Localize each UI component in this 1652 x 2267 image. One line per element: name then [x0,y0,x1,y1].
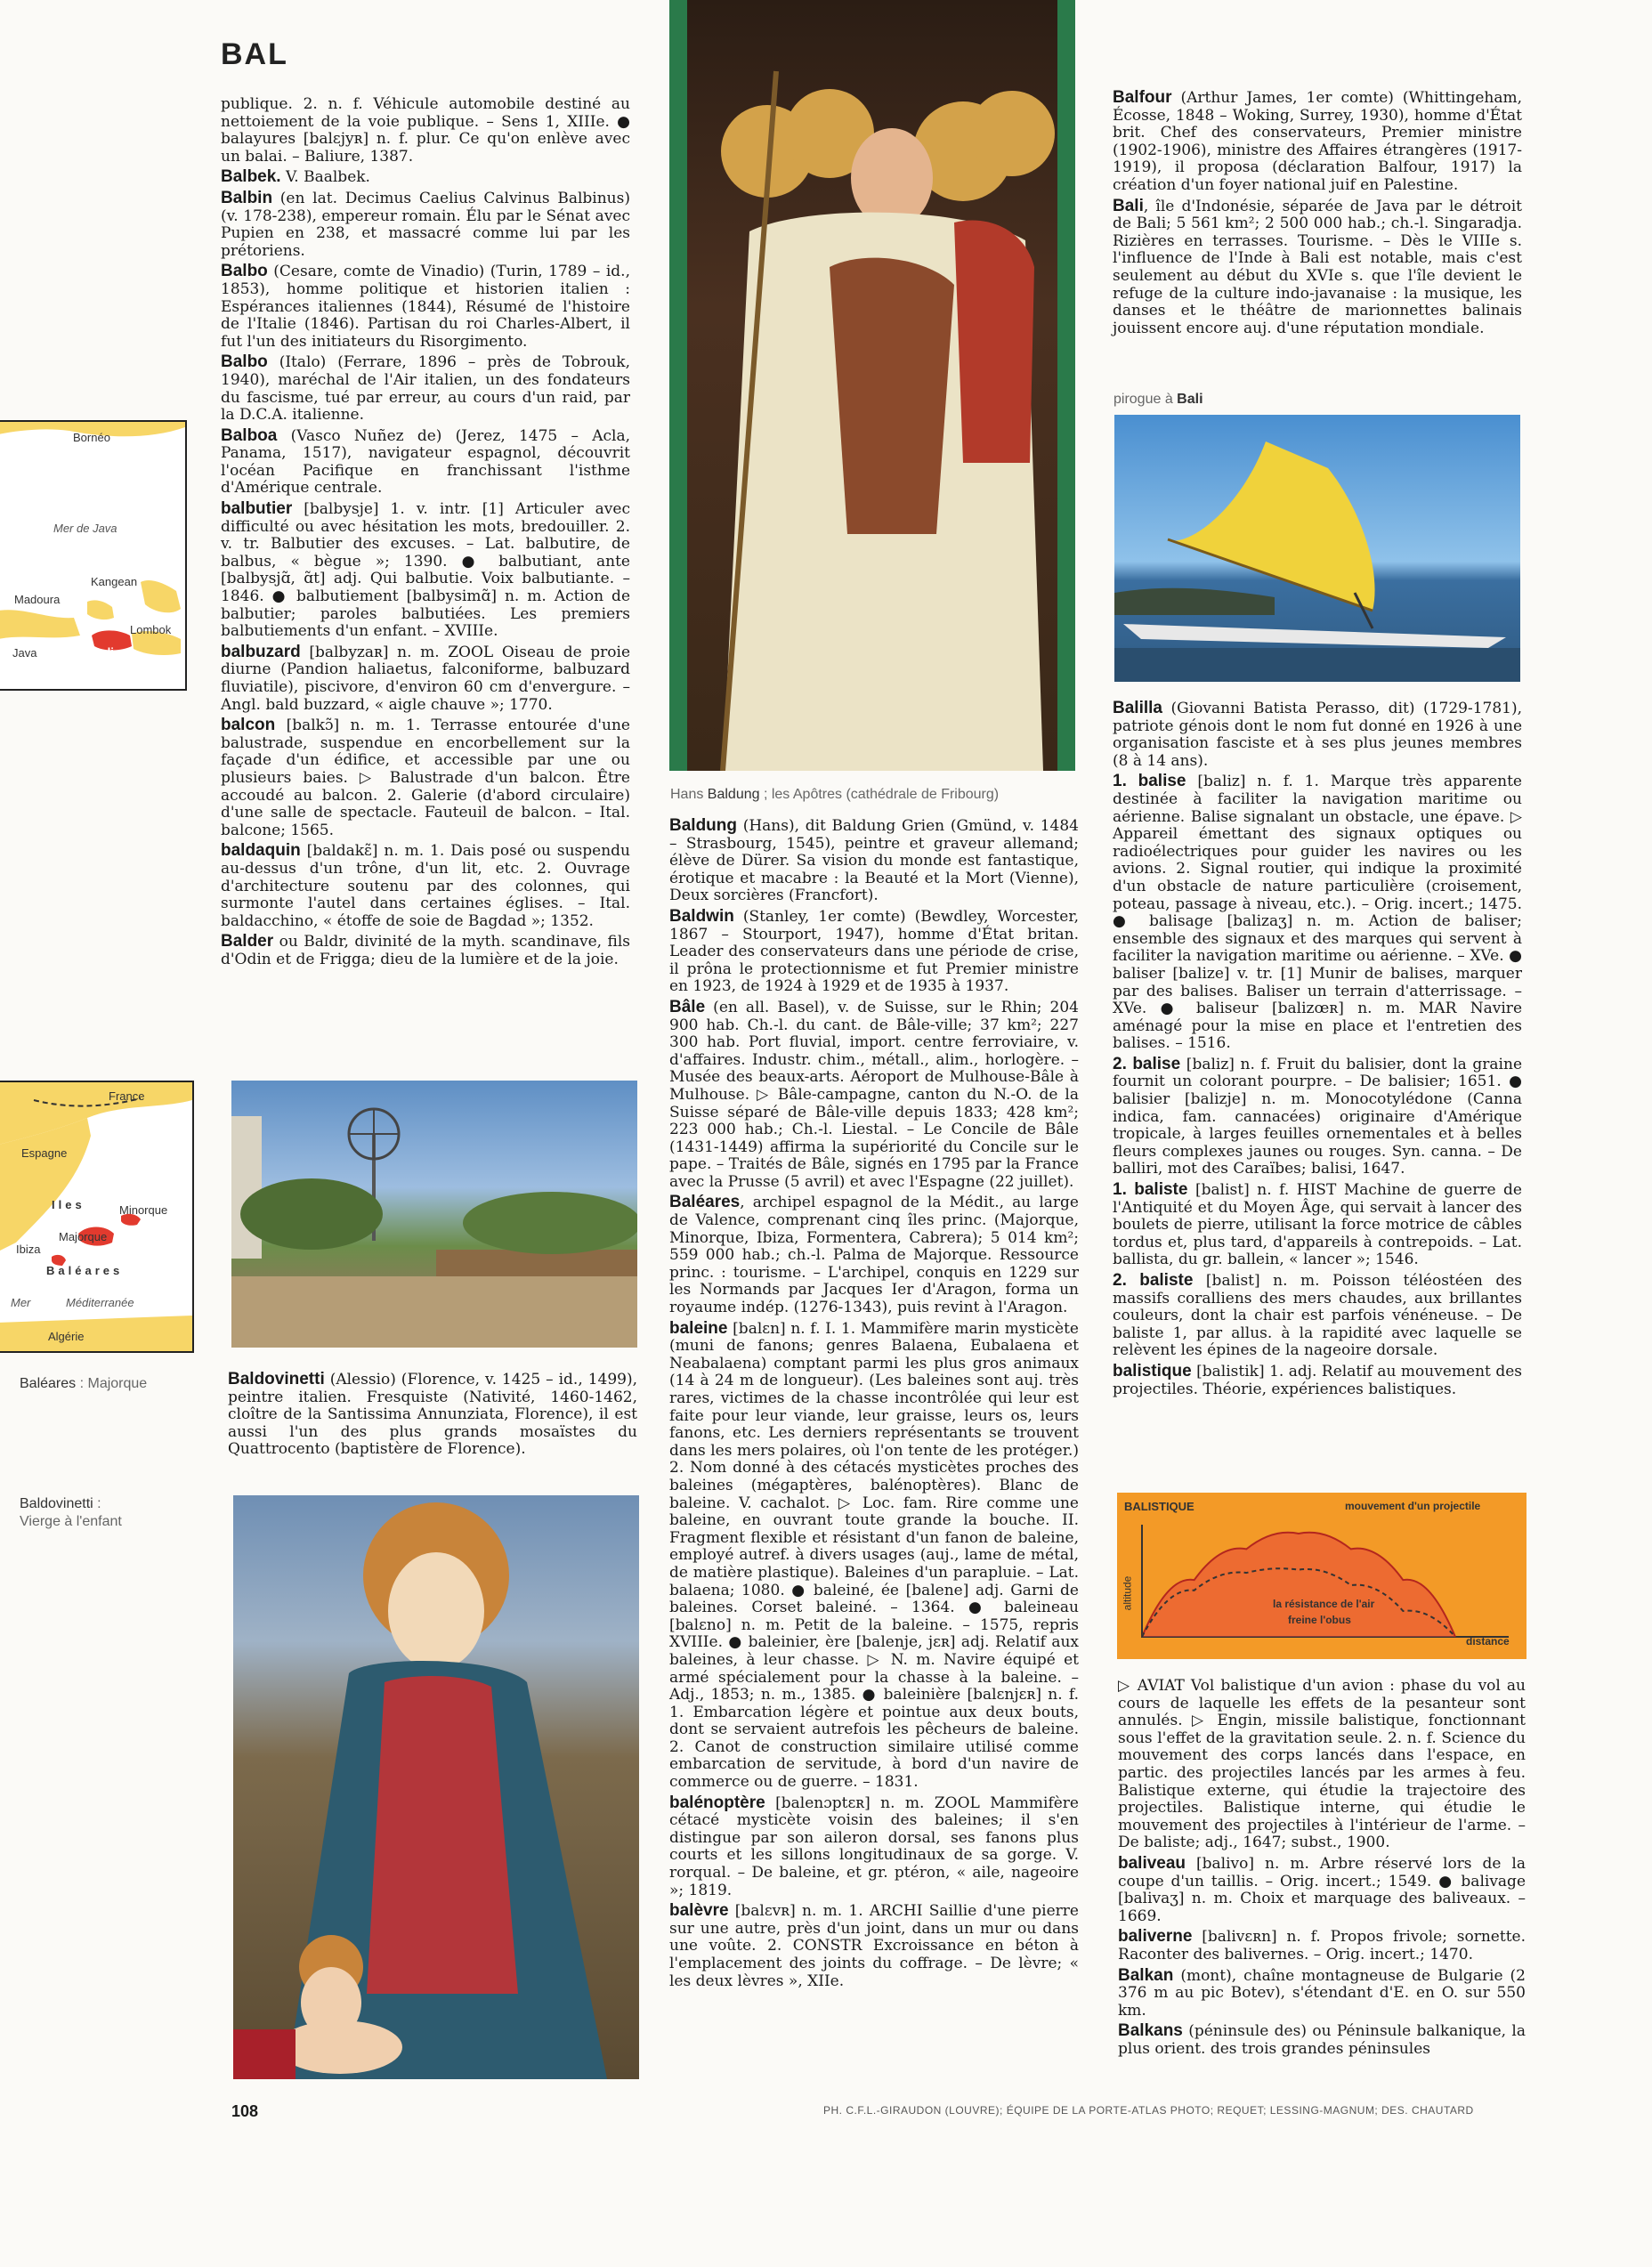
entry-headword: 1. balise [1113,772,1186,791]
map-baleares-svg [0,1082,192,1351]
column-3 [1113,89,1522,340]
caption-bali [1113,392,1203,408]
dictionary-entry [669,908,1079,996]
caption-baldovinetti-name: Baldovinetti [20,1496,93,1511]
dictionary-entry [669,1194,1079,1316]
map-label-algerie: Algérie [48,1330,85,1343]
map-label-borneo: Bornéo [73,431,110,444]
caption-baleares [20,1376,147,1392]
caption-apotres-prefix: Hans [670,787,708,802]
map-bali [0,420,187,691]
entry-headword: Balkans [1118,2021,1183,2041]
entry-headword: baliveau [1118,1853,1186,1873]
chart-subtitle: mouvement d'un projectile [1345,1500,1481,1512]
dictionary-entry [1118,2022,1526,2058]
dictionary-entry [1113,1272,1522,1360]
entry-text: publique. 2. n. f. Véhicule automobile destiné au nettoiement de la voie publique. – Sens 1, XIIIe. ● balayures [balɛjyʀ] n. f. plur. Ce qu'on enlève avec un balai. – Baliure, 1387. [221,95,630,166]
entry-headword: Balbo [221,262,268,281]
map-baleares [0,1081,194,1353]
caption-baldovinetti [20,1495,122,1531]
entry-text: (Hans), dit Baldung Grien (Gmünd, v. 1484 – Strasbourg, 1545), peintre et graveur allemand; élève de Dürer. Sa vision du monde est fantastique, érotique et macabre : la Beauté et la Mort (Vienne), Deux sorcières (Francfort). [669,817,1079,905]
dictionary-entry [221,933,630,968]
dictionary-entry [1113,700,1522,770]
entry-text: (péninsule des) ou Péninsule balkanique, la plus orient. des trois grandes péninsules [1118,2022,1526,2058]
entry-text: (Alessio) (Florence, v. 1425 – id., 1499), peintre italien. Fresquiste (Nativité, 1460-1462, cloître de la Santissima Annunziata, Florence), il est aussi l'un des plus grands mosaïstes du Quattrocento (baptistère de Florence). [228,1371,637,1459]
dictionary-entry [1113,198,1522,338]
caption-apotres-name: Baldung [707,787,760,802]
entry-headword: baldaquin [221,841,301,861]
entry-headword: Bâle [669,997,706,1016]
entry-headword: 2. baliste [1113,1271,1194,1290]
map-label-baleares: Baléares [46,1264,124,1277]
map-label-mediterranee: Méditerranée [66,1296,134,1309]
entry-headword: Balkan [1118,1965,1174,1985]
dictionary-entry [221,717,630,839]
map-label-minorque: Minorque [119,1203,168,1217]
dictionary-entry [1113,1363,1522,1398]
dictionary-entry [1113,1056,1522,1178]
photo-pirogue-bali [1114,415,1520,682]
entry-text: ▷ AVIAT Vol balistique d'un avion : phase du vol au cours de laquelle les effets de la pesanteur sont annulés. ▷ Engin, missile balistique, fonctionnant sous l'effet de la gravitation seule. 2. n. f. Science du mouvement des corps lancés dans l'espace, en partic. des projectiles lancés par les armes à feu. Balistique externe, qui étudie la trajectoire des projectiles. Balistique interne, qui étudie le mouvement des projectiles à l'intérieur de l'arme. – De baliste; adj., 1647; subst., 1900. [1118,1677,1526,1852]
dictionary-entry [1118,1967,1526,2020]
pirogue-illustration [1114,415,1520,682]
entry-headword: baliverne [1118,1927,1193,1947]
map-label-bali: Bali [93,645,114,659]
entry-headword: balèvre [669,1901,729,1921]
map-label-iles: Iles [52,1198,85,1211]
entry-headword: Balbin [221,188,273,207]
entry-text: , île d'Indonésie, séparée de Java par le détroit de Bali; 5 561 km²; 2 500 000 hab.; ch.-l. Singaradja. Rizières en terrasses. Tourisme. – Dès le VIIIe s. l'influence de l'Inde à Bali est notable, mais c'est seulement au début du XVIe s. que l'île devient le refuge de la culture indo-javanaise : la musique, les danses et le théâtre de marionnettes balinais jouissent encore auj. d'une réputation mondiale. [1113,197,1522,337]
caption-baldovinetti-line2: Vierge à l'enfant [20,1514,122,1529]
entry-headword: Baléares [669,1193,741,1212]
entry-headword: balénoptère [669,1793,765,1812]
entry-text: (Cesare, comte de Vinadio) (Turin, 1789 – id., 1853), homme politique et historien italien : Espérances italiennes (1844), Résumé de l'histoire de l'Italie (1846). Partisan du roi Charles-Albert, il fut l'un des initiateurs du Risorgimento. [221,263,630,351]
entry-text: [balivo] n. m. Arbre réservé lors de la coupe d'un taillis. – Orig. incert.; 1549. ● balivage [balivaʒ] n. m. Choix et marquage des baliveaux. – 1669. [1118,1854,1526,1925]
dictionary-entry [221,190,630,260]
map-label-java: Java [12,646,37,660]
entry-headword: Baldwin [669,906,734,926]
entry-headword: Bali [1113,196,1144,215]
dictionary-entry [1113,89,1522,195]
entry-headword: balcon [221,716,276,735]
dictionary-entry [221,353,630,424]
map-label-mer-de-java: Mer de Java [53,522,117,535]
ballistics-chart-svg [1117,1493,1526,1659]
column-2 [669,817,1079,1993]
entry-headword: Baldovinetti [228,1370,325,1389]
map-label-espagne: Espagne [21,1146,68,1160]
chart-xlabel: distance [1466,1635,1510,1648]
entry-text: (en all. Basel), v. de Suisse, sur le Rhin; 204 900 hab. Ch.-l. du cant. de Bâle-ville; 37 km²; 227 300 hab. Port fluvial, import. centre ferroviaire, v. d'affaires. Industr. chim., métall., alim., horlogère. – Musée des beaux-arts. Aéroport de Mulhouse-Bâle à Mulhouse. ▷ Bâle-campagne, canton du N.-O. de la Suisse séparé de Bâle-ville depuis 1833; 428 km²; 223 000 hab.; Ch.-l. Liestal. – Le Concile de Bâle (1431-1449) affirma la supériorité du Concile sur le pape. – Traités de Bâle, signés en 1795 par la France avec la Prusse (5 avril) et avec l'Espagne (22 juillet). [669,998,1079,1191]
dictionary-entry [221,96,630,166]
entry-text: [balist] n. m. Poisson téléostéen des massifs coralliens des mers chaudes, aux brillantes couleurs, dont la chair est parfois vénéneuse. – De baliste 1, par allus. à la rapidité avec laquelle se relèvent les épines de la nageoire dorsale. [1113,1272,1522,1360]
dictionary-entry [221,842,630,930]
windmill-illustration [231,1081,637,1348]
entry-text: (Arthur James, 1er comte) (Whittingeham, Écosse, 1848 – Woking, Surrey, 1930), homme d'État brit. Chef des conservateurs, Premier ministre (1902-1906), ministre des Affaires étrangères (1917-1919), il proposa (déclaration Balfour, 1917) la création d'un foyer national juif en Palestine. [1113,89,1522,194]
chart-title: BALISTIQUE [1124,1500,1194,1513]
painting-apotres [669,0,1075,771]
dictionary-entry [1118,1678,1526,1852]
entry-text: ou Baldr, divinité de la myth. scandinave, fils d'Odin et de Frigga; dieu de la lumière et de la joie. [221,933,630,968]
caption-apotres [670,787,999,803]
dictionary-entry [669,999,1079,1192]
caption-baldovinetti-rest: : [93,1496,101,1511]
entry-headword: balbutier [221,499,293,519]
entry-text: [balistik] 1. adj. Relatif au mouvement des projectiles. Théorie, expériences balistiques. [1113,1362,1522,1398]
photo-credits: PH. C.F.L.-GIRAUDON (LOUVRE); ÉQUIPE DE LA PORTE-ATLAS PHOTO; REQUET; LESSING-MAGNUM; DES. CHAUTARD [823,2104,1474,2117]
dictionary-entry [1118,1928,1526,1963]
entry-text: [balɛn] n. f. I. 1. Mammifère marin mysticète (muni de fanons; genres Balaena, Eubalaena et Neabalaena) comptant parmi les plus gros animaux (14 à 24 m de longueur). (Les baleines sont auj. très rares, victimes de la chasse incontrôlée qui leur est faite pour leur viande, leur graisse, leurs os, leurs fanons, etc. Les derniers représentants se trouvent dans les mers polaires, où l'on tente de les protéger.) 2. Nom donné à des cétacés mysticètes proches des baleines (mégaptères, balénoptères). Blanc de baleine. V. cachalot. ▷ Loc. fam. Rire comme une baleine, en ouvrant toute grande la bouche. II. Fragment flexible et résistant d'un fanon de baleine, employé autref. à divers usages (auj., lame de métal, de matière plastique). Baleines d'un parapluie. – Lat. balaena; 1080. ● baleiné, ée [balene] adj. Garni de baleines. Corset baleiné. – 1364. ● baleineau [balɛno] n. m. Petit de la baleine. – 1575, repris XVIIIe. ● baleinier, ère [balenje, jɛʀ] adj. Relatif aux baleines, à leur chasse. ▷ N. m. Navire équipé et armé spécialement pour la chasse à la baleine. – Adj., 1853; n. m., 1385. ● baleinière [balɛnjɛʀ] n. f. 1. Embarcation légère et pointue aux deux bouts, dont se servaient autrefois les pêcheurs de baleine. 2. Canot de construction similaire utilisé comme embarcation de servitude, à bord d'un navire de commerce ou de guerre. – 1831. [669,1319,1079,1792]
entry-text: [balbyzaʀ] n. m. ZOOL Oiseau de proie diurne (Pandion haliaetus, falconiforme, balbuzard fluviatile), piscivore, d'environ 60 cm d'envergure. – Angl. bald buzzard, « aigle chauve »; 1770. [221,643,630,714]
map-label-majorque: Majorque [59,1230,108,1243]
column-1 [221,96,630,972]
entry-text: , archipel espagnol de la Médit., au large de Valence, comprenant cinq îles princ. (Majorque, Minorque, Ibiza, Formentera, Cabrera); 5 014 km²; 559 000 hab.; ch.-l. Palma de Majorque. Ressource princ. : tourisme. – L'archipel, conquis en 1229 sur les Normands par Jacques Ier d'Aragon, forma un royaume indép. (1276-1343), puis revint à l'Aragon. [669,1194,1079,1317]
entry-headword: balistique [1113,1361,1192,1380]
dictionary-entry [1113,773,1522,1053]
entry-headword: Balfour [1113,88,1172,107]
dictionary-entry [221,644,630,714]
entry-text: (Giovanni Batista Perasso, dit) (1729-1781), patriote génois dont le nom fut donné en 1926 à une organisation fasciste et à ses plus jeunes membres (8 à 14 ans). [1113,700,1522,770]
map-label-mer: Mer [11,1296,31,1309]
entry-text: [baliz] n. f. Fruit du balisier, dont la graine fournit un colorant pourpre. – De balisier; 1651. ● balisier [balizje] n. m. Monocotylédone (Canna indica, fam. cannacées) originaire d'Amérique tropicale, à larges feuilles ornementales et à belles fleurs complexes jaunes ou rouges. Syn. canna. – De balliri, mot des Caraïbes; balisi, 1647. [1113,1055,1522,1178]
entry-headword: Balbo [221,352,268,372]
painting-vierge-enfant [233,1495,639,2079]
dictionary-entry [669,1794,1079,1900]
photo-majorque [231,1081,637,1348]
entry-headword: baleine [669,1318,728,1338]
entry-text: (Vasco Nuñez de) (Jerez, 1475 – Acla, Panama, 1517), navigateur espagnol, découvrit l'océan Pacifique en franchissant l'isthme d'Amérique centrale. [221,426,630,498]
caption-baleares-name: Baléares [20,1376,77,1391]
dictionary-entry [669,817,1079,905]
map-label-madoura: Madoura [14,593,61,606]
entry-text: (en lat. Decimus Caelius Calvinus Balbinus) (v. 178-238), empereur romain. Élu par le Sénat avec Pupien en 238, et massacré comme lui par les prétoriens. [221,189,630,260]
dictionary-entry [221,500,630,641]
apostles-illustration [669,0,1075,771]
entry-headword: Balbek. [221,167,281,187]
dictionary-entry [1118,1855,1526,1925]
entry-text: [balenɔptɛʀ] n. m. ZOOL Mammifère cétacé mysticète voisin des baleines; il s'en distingue par son aileron dorsal, ses fanons plus courts et les sillons longitudinaux de sa gorge. V. rorqual. – De baleine, et gr. ptéron, « aile, nageoire »; 1819. [669,1793,1079,1899]
entry-text: [balbysje] 1. v. intr. [1] Articuler avec difficulté ou avec hésitation les mots, bredouiller. 2. v. tr. Balbutier des excuses. – Lat. balbutire, de balbus, « bègue »; 1390. ● balbutiant, ante [balbysjɑ̃, ɑ̃t] adj. Qui balbutie. Voix balbutiante. – 1846. ● balbutiement [balbysimɑ̃] n. m. Action de balbutier; paroles balbutiées. Les premiers balbutiements d'un enfant. – XVIIIe. [221,500,630,641]
entry-headword: 2. balise [1113,1054,1181,1073]
column-3-after-chart [1118,1678,1526,2061]
entry-headword: Balboa [221,425,278,445]
chart-ylabel: altitude [1121,1575,1134,1611]
column-1-bottom [228,1371,637,1461]
map-label-kangean: Kangean [91,575,138,588]
dictionary-entry [669,1902,1079,1990]
entry-headword: Baldung [669,816,737,835]
dictionary-entry [228,1371,637,1459]
entry-text: [balɛvʀ] n. m. 1. ARCHI Saillie d'une pierre sur une autre, près d'un joint, dans un mur ou dans une voûte. 2. CONSTR Excroissance en béton à l'emplacement des joints du coffrage. – De lèvre; « les deux lèvres », XIIe. [669,1902,1079,1990]
map-label-france: France [109,1089,145,1103]
dictionary-entry [221,168,630,187]
dictionary-entry [221,263,630,351]
map-label-ibiza: Ibiza [16,1243,41,1256]
entry-text: [baldakɛ̃] n. m. 1. Dais posé ou suspendu au-dessus d'un trône, d'un lit, etc. 2. Ouvrage d'architecture soutenu par des colonnes, qui surmonte l'autel dans certaines églises. – Ital. baldacchino, « étoffe de soie de Bagdad »; 1352. [221,842,630,930]
dictionary-entry [221,427,630,498]
page-title: BAL [221,37,288,71]
entry-headword: 1. baliste [1113,1180,1188,1200]
entry-headword: Balder [221,932,274,951]
map-label-lombok: Lombok [130,623,172,636]
madonna-illustration [233,1495,639,2079]
chart-annotation-1: la résistance de l'air [1273,1598,1375,1610]
caption-baleares-rest: : Majorque [76,1376,148,1391]
ballistics-chart [1117,1493,1526,1659]
caption-apotres-rest: ; les Apôtres (cathédrale de Fribourg) [759,787,1000,802]
chart-annotation-2: freine l'obus [1288,1614,1351,1626]
entry-text: [balkɔ̃] n. m. 1. Terrasse entourée d'une balustrade, suspendue en encorbellement sur la façade d'un édifice, et accessible par une ou plusieurs baies. ▷ Balustrade d'un balcon. Être accoudé au balcon. 2. Galerie (d'abord circulaire) d'une salle de spectacle. Fauteuil de balcon. – Ital. balcone; 1565. [221,717,630,839]
entry-text: (Stanley, 1er comte) (Bewdley, Worcester, 1867 – Stourport, 1947), homme d'État britan. Leader des conservateurs dans une période de crise, il prôna le protectionnisme et fut Premier ministre en 1923, de 1924 à 1929 et de 1935 à 1937. [669,907,1079,996]
column-3-continued [1113,700,1522,1401]
page-number: 108 [231,2102,259,2120]
entry-text: [baliz] n. f. 1. Marque très apparente destinée à faciliter la navigation maritime ou aérienne. Balise signalant un obstacle, une épave. ▷ Appareil émettant des signaux optiques ou radioélectriques pour guider les navires ou les avions. 2. Signal routier, qui indique la proximité d'un obstacle de nature particulière (croisement, poteau, passage à niveau, etc.). – Orig. incert.; 1475. ● balisage [balizaʒ] n. m. Action de baliser; ensemble des signaux et des marques qui servent à faciliter la navigation maritime ou aérienne. – XVe. ● baliser [balize] v. tr. [1] Munir de balises, marquer par des balises. Baliser un terrain d'atterrissage. – XVe. ● baliseur [balizœʀ] n. m. MAR Navire aménagé pour la mise en place et l'entretien des balises. – 1516. [1113,773,1522,1053]
dictionary-entry [669,1320,1079,1792]
entry-text: V. Baalbek. [280,168,370,187]
caption-bali-name: Bali [1177,392,1203,407]
caption-bali-prefix: pirogue à [1113,392,1178,407]
dictionary-entry [1113,1181,1522,1269]
entry-text: (Italo) (Ferrare, 1896 – près de Tobrouk, 1940), maréchal de l'Air italien, un des fondateurs du fascisme, tué par erreur, au cours d'un raid, par la D.C.A. italienne. [221,353,630,425]
entry-text: [balivɛʀn] n. f. Propos frivole; sornette. Raconter des balivernes. – Orig. incert.; 1470. [1118,1928,1526,1963]
entry-headword: Balilla [1113,699,1162,717]
entry-text: (mont), chaîne montagneuse de Bulgarie (2 376 m au pic Botev), s'étendant d'E. en O. sur 550 km. [1118,1966,1526,2020]
entry-text: [balist] n. f. HIST Machine de guerre de l'Antiquité et du Moyen Âge, qui servait à lancer des boulets de pierre, utilisant la force motrice de câbles tordus et, plus tard, d'appareils à contrepoids. – Lat. ballista, du gr. ballein, « lancer »; 1546. [1113,1181,1522,1269]
entry-headword: balbuzard [221,642,301,661]
